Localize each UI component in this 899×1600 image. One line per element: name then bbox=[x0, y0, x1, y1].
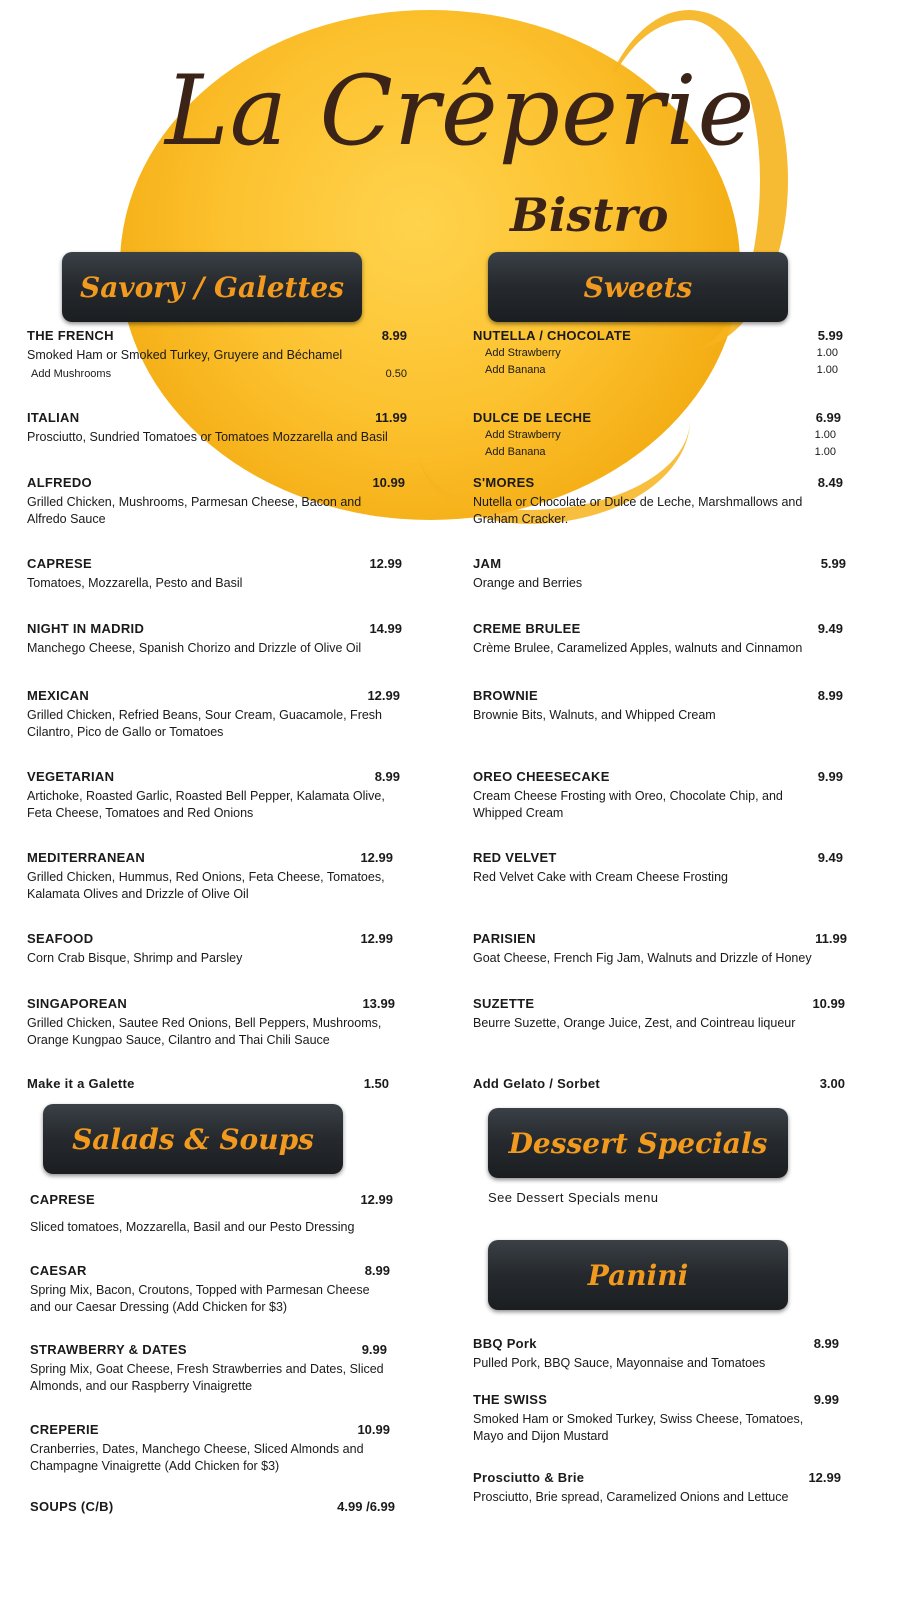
desc-line: Grilled Chicken, Sautee Red Onions, Bell Peppers, Mushrooms, bbox=[27, 1016, 382, 1030]
item-price: 8.99 bbox=[813, 1336, 839, 1351]
menu-item bbox=[473, 1336, 839, 1372]
desc-line: Grilled Chicken, Refried Beans, Sour Cream, Guacamole, Fresh bbox=[27, 708, 383, 722]
desc-line: Orange Kungpao Sauce, Cilantro and Thai Chili Sauce bbox=[27, 1033, 330, 1047]
item-description bbox=[27, 788, 400, 822]
item-price: 5.99 bbox=[817, 328, 843, 343]
item-price: 6.99 bbox=[815, 410, 841, 425]
item-description: Tomatoes, Mozzarella, Pesto and Basil bbox=[27, 576, 243, 590]
addon-label: Add Strawberry bbox=[485, 429, 561, 441]
item-name: Prosciutto & Brie bbox=[473, 1470, 585, 1485]
item-name: NUTELLA / CHOCOLATE bbox=[473, 328, 632, 343]
item-addon bbox=[473, 429, 836, 446]
item-name: CAESAR bbox=[30, 1263, 87, 1278]
item-price: 3.00 bbox=[819, 1076, 845, 1091]
item-description: Manchego Cheese, Spanish Chorizo and Drizzle of Olive Oil bbox=[27, 641, 362, 655]
menu-item bbox=[30, 1499, 395, 1514]
item-description: Prosciutto, Sundried Tomatoes or Tomatoes Mozzarella and Basil bbox=[27, 430, 388, 444]
item-price: 10.99 bbox=[357, 1422, 390, 1437]
addon-price: 1.00 bbox=[816, 364, 838, 376]
item-addon bbox=[473, 446, 836, 463]
menu-item bbox=[30, 1342, 387, 1395]
item-name: ALFREDO bbox=[27, 475, 92, 490]
desc-line: Artichoke, Roasted Garlic, Roasted Bell Pepper, Kalamata Olive, bbox=[27, 789, 385, 803]
item-addon bbox=[27, 368, 407, 385]
item-price: 11.99 bbox=[815, 931, 847, 946]
desc-line: Spring Mix, Goat Cheese, Fresh Strawberries and Dates, Sliced bbox=[30, 1362, 384, 1376]
item-name: CAPRESE bbox=[30, 1192, 95, 1207]
desc-line: Smoked Ham or Smoked Turkey, Swiss Cheese, Tomatoes, bbox=[473, 1412, 804, 1426]
desc-line: Cream Cheese Frosting with Oreo, Chocolate Chip, and bbox=[473, 789, 783, 803]
item-price: 12.99 bbox=[369, 556, 402, 571]
menu-item bbox=[30, 1263, 390, 1316]
menu-item bbox=[30, 1192, 393, 1236]
savory-section-banner bbox=[62, 252, 362, 322]
desc-line: Nutella or Chocolate or Dulce de Leche, Marshmallows and bbox=[473, 495, 803, 509]
menu-item bbox=[473, 410, 841, 463]
item-price: 8.49 bbox=[817, 475, 843, 490]
desc-line: Whipped Cream bbox=[473, 806, 564, 820]
item-price: 9.99 bbox=[361, 1342, 387, 1357]
menu-item bbox=[473, 1392, 839, 1445]
desc-line: Cilantro, Pico de Gallo or Tomatoes bbox=[27, 725, 224, 739]
item-price: 10.99 bbox=[372, 475, 405, 490]
item-description bbox=[27, 494, 405, 528]
menu-item bbox=[27, 475, 405, 528]
item-price: 12.99 bbox=[367, 688, 400, 703]
menu-item bbox=[473, 475, 843, 528]
menu-item bbox=[473, 769, 843, 822]
item-description: Pulled Pork, BBQ Sauce, Mayonnaise and Tomatoes bbox=[473, 1356, 766, 1370]
desc-line: and our Caesar Dressing (Add Chicken for $3) bbox=[30, 1300, 288, 1314]
item-description bbox=[473, 494, 843, 528]
menu-item bbox=[473, 688, 843, 724]
panini-section-title: Panini bbox=[587, 1258, 689, 1292]
item-description: Smoked Ham or Smoked Turkey, Gruyere and Béchamel bbox=[27, 348, 343, 362]
item-description: Prosciutto, Brie spread, Caramelized Onions and Lettuce bbox=[473, 1490, 789, 1504]
item-price: 9.99 bbox=[817, 769, 843, 784]
item-price: 9.49 bbox=[817, 850, 843, 865]
item-price: 11.99 bbox=[375, 410, 407, 425]
addon-label: Add Banana bbox=[485, 364, 546, 376]
menu-item bbox=[30, 1422, 390, 1475]
menu-item bbox=[473, 931, 847, 967]
item-description: Brownie Bits, Walnuts, and Whipped Cream bbox=[473, 708, 716, 722]
menu-item bbox=[473, 850, 843, 886]
panini-section-banner bbox=[488, 1240, 788, 1310]
desc-line: Grilled Chicken, Hummus, Red Onions, Feta Cheese, Tomatoes, bbox=[27, 870, 385, 884]
menu-item bbox=[27, 621, 402, 657]
desc-line: Champagne Vinaigrette (Add Chicken for $3) bbox=[30, 1459, 280, 1473]
item-name: CREME BRULEE bbox=[473, 621, 581, 636]
desc-line: Kalamata Olives and Drizzle of Olive Oil bbox=[27, 887, 249, 901]
item-name: JAM bbox=[473, 556, 502, 571]
menu-item bbox=[27, 850, 393, 903]
desc-line: Spring Mix, Bacon, Croutons, Topped with Parmesan Cheese bbox=[30, 1283, 370, 1297]
sweets-section-banner bbox=[488, 252, 788, 322]
menu-item bbox=[27, 688, 400, 741]
item-name: SOUPS (C/B) bbox=[30, 1499, 114, 1514]
addon-label: Add Mushrooms bbox=[31, 368, 112, 380]
item-name: BROWNIE bbox=[473, 688, 538, 703]
salads-section-banner bbox=[43, 1104, 343, 1174]
item-name: Add Gelato / Sorbet bbox=[473, 1076, 601, 1091]
menu-item bbox=[473, 328, 843, 381]
restaurant-subtitle: Bistro bbox=[510, 188, 669, 242]
menu-item bbox=[27, 556, 402, 592]
desc-line: Feta Cheese, Tomatoes and Red Onions bbox=[27, 806, 254, 820]
desc-line: Almonds, and our Raspberry Vinaigrette bbox=[30, 1379, 253, 1393]
salads-section-title: Salads & Soups bbox=[72, 1122, 314, 1156]
item-name: DULCE DE LECHE bbox=[473, 410, 592, 425]
menu-item bbox=[473, 556, 846, 592]
item-price: 8.99 bbox=[364, 1263, 390, 1278]
item-price: 12.99 bbox=[360, 931, 393, 946]
item-price: 8.99 bbox=[374, 769, 400, 784]
menu-item bbox=[473, 1076, 845, 1091]
item-name: BBQ Pork bbox=[473, 1336, 537, 1351]
item-price: 12.99 bbox=[360, 1192, 393, 1207]
dessert-specials-section-title: Dessert Specials bbox=[508, 1126, 768, 1160]
item-name: SEAFOOD bbox=[27, 931, 94, 946]
item-name: THE SWISS bbox=[473, 1392, 548, 1407]
menu-item bbox=[27, 996, 395, 1049]
desc-line: Grilled Chicken, Mushrooms, Parmesan Cheese, Bacon and bbox=[27, 495, 362, 509]
desc-line: Cranberries, Dates, Manchego Cheese, Sliced Almonds and bbox=[30, 1442, 364, 1456]
item-description: Crème Brulee, Caramelized Apples, walnuts and Cinnamon bbox=[473, 641, 803, 655]
addon-price: 0.50 bbox=[385, 368, 407, 380]
item-price: 13.99 bbox=[362, 996, 395, 1011]
item-name: PARISIEN bbox=[473, 931, 536, 946]
menu-item bbox=[27, 410, 417, 446]
menu-item bbox=[27, 1076, 389, 1091]
item-price: 12.99 bbox=[808, 1470, 841, 1485]
item-name: VEGETARIAN bbox=[27, 769, 115, 784]
item-name: MEDITERRANEAN bbox=[27, 850, 146, 865]
addon-label: Add Banana bbox=[485, 446, 546, 458]
item-price: 8.99 bbox=[817, 688, 843, 703]
item-name: MEXICAN bbox=[27, 688, 90, 703]
desc-line: Alfredo Sauce bbox=[27, 512, 106, 526]
item-name: Make it a Galette bbox=[27, 1076, 135, 1091]
item-name: S'MORES bbox=[473, 475, 535, 490]
item-name: ITALIAN bbox=[27, 410, 80, 425]
item-price: 10.99 bbox=[812, 996, 845, 1011]
item-price: 5.99 bbox=[820, 556, 846, 571]
item-description bbox=[473, 788, 843, 822]
item-name: SINGAPOREAN bbox=[27, 996, 128, 1011]
item-name: RED VELVET bbox=[473, 850, 557, 865]
item-name: OREO CHEESECAKE bbox=[473, 769, 610, 784]
savory-section-title: Savory / Galettes bbox=[79, 270, 344, 304]
item-description: Corn Crab Bisque, Shrimp and Parsley bbox=[27, 951, 243, 965]
item-description bbox=[30, 1441, 390, 1475]
item-description: Orange and Berries bbox=[473, 576, 583, 590]
menu-item bbox=[27, 328, 407, 385]
menu-item bbox=[27, 931, 393, 967]
menu-item bbox=[473, 621, 843, 657]
item-price: 4.99 /6.99 bbox=[337, 1499, 395, 1514]
item-name: CREPERIE bbox=[30, 1422, 99, 1437]
addon-label: Add Strawberry bbox=[485, 347, 561, 359]
item-addon bbox=[473, 347, 838, 364]
menu-item bbox=[473, 996, 845, 1032]
addon-price: 1.00 bbox=[814, 429, 836, 441]
sweets-section-title: Sweets bbox=[583, 270, 693, 304]
addon-price: 1.00 bbox=[816, 347, 838, 359]
addon-price: 1.00 bbox=[814, 446, 836, 458]
item-price: 12.99 bbox=[360, 850, 393, 865]
item-description bbox=[27, 707, 400, 741]
item-description bbox=[27, 869, 393, 903]
item-name: SUZETTE bbox=[473, 996, 535, 1011]
item-description: Goat Cheese, French Fig Jam, Walnuts and Drizzle of Honey bbox=[473, 951, 812, 965]
item-name: THE FRENCH bbox=[27, 328, 114, 343]
item-description bbox=[473, 1411, 839, 1445]
item-name: STRAWBERRY & DATES bbox=[30, 1342, 187, 1357]
item-description bbox=[27, 1015, 395, 1049]
item-description bbox=[30, 1282, 390, 1316]
item-price: 8.99 bbox=[381, 328, 407, 343]
restaurant-title: La Crêperie bbox=[165, 55, 756, 167]
item-description: Sliced tomatoes, Mozzarella, Basil and our Pesto Dressing bbox=[30, 1220, 355, 1234]
item-price: 9.49 bbox=[817, 621, 843, 636]
dessert-specials-note: See Dessert Specials menu bbox=[488, 1190, 659, 1205]
item-name: CAPRESE bbox=[27, 556, 92, 571]
desc-line: Mayo and Dijon Mustard bbox=[473, 1429, 609, 1443]
item-price: 1.50 bbox=[363, 1076, 389, 1091]
item-description: Red Velvet Cake with Cream Cheese Frosting bbox=[473, 870, 728, 884]
item-description bbox=[30, 1361, 387, 1395]
menu-item bbox=[473, 1470, 841, 1506]
item-addon bbox=[473, 364, 838, 381]
dessert-specials-section-banner bbox=[488, 1108, 788, 1178]
menu-item bbox=[27, 769, 400, 822]
item-price: 14.99 bbox=[369, 621, 402, 636]
desc-line: Graham Cracker. bbox=[473, 512, 569, 526]
item-name: NIGHT IN MADRID bbox=[27, 621, 145, 636]
item-price: 9.99 bbox=[813, 1392, 839, 1407]
item-description: Beurre Suzette, Orange Juice, Zest, and Cointreau liqueur bbox=[473, 1016, 796, 1030]
